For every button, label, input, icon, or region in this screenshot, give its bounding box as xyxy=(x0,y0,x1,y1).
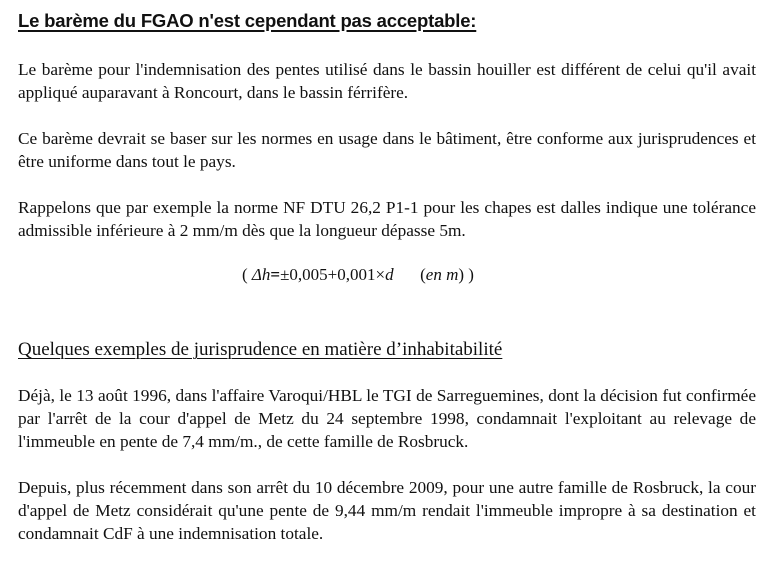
paragraph-case-2009: Depuis, plus récemment dans son arrêt du 10 décembre 2009, pour une autre famille de Rosbruck, la cour d'appel de Metz considérait qu'une pente de 9,44 mm/m rendait l'immeuble impropre à sa destination et condamnait CdF à une indemnisation totale. xyxy=(18,478,756,543)
section-heading: Le barème du FGAO n'est cependant pas acceptable: xyxy=(18,10,477,31)
paragraph-bareme-difference: Le barème pour l'indemnisation des pentes utilisé dans le bassin houiller est différent de celui qu'il avait appliqué auparavant à Roncourt, dans le bassin férrifère. xyxy=(18,60,756,102)
paragraph-dtu-norm: Rappelons que par exemple la norme NF DTU 26,2 P1-1 pour les chapes est dalles indique une tolérance admissible inférieure à 2 mm/m dès que la longueur dépasse 5m. xyxy=(18,198,756,240)
formula-unit-open-paren: ( xyxy=(420,265,426,284)
formula-equals: = xyxy=(270,265,281,284)
formula-unit-close-paren: ) xyxy=(458,265,465,284)
formula-open-paren: ( xyxy=(242,265,248,284)
paragraph-bareme-norms: Ce barème devrait se baser sur les normes en usage dans le bâtiment, être conforme aux jurisprudences et être uniforme dans tout le pays. xyxy=(18,129,756,171)
formula-close-paren: ) xyxy=(468,265,474,284)
formula-expression: ±0,005+0,001× xyxy=(280,265,386,284)
tolerance-formula xyxy=(242,265,474,285)
formula-variable-d: d xyxy=(385,265,394,284)
paragraph-case-varoqui: Déjà, le 13 août 1996, dans l'affaire Varoqui/HBL le TGI de Sarreguemines, dont la décision fut confirmée par l'arrêt de la cour d'appel de Metz du 24 septembre 1998, condamnait l'exploitant au relevage de l'immeuble en pente de 7,4 mm/m., de cette famille de Rosbruck. xyxy=(18,386,756,451)
formula-delta-h: Δh xyxy=(251,265,271,284)
formula-unit: en m xyxy=(425,265,459,284)
jurisprudence-heading: Quelques exemples de jurisprudence en matière d’inhabitabilité xyxy=(18,339,503,360)
